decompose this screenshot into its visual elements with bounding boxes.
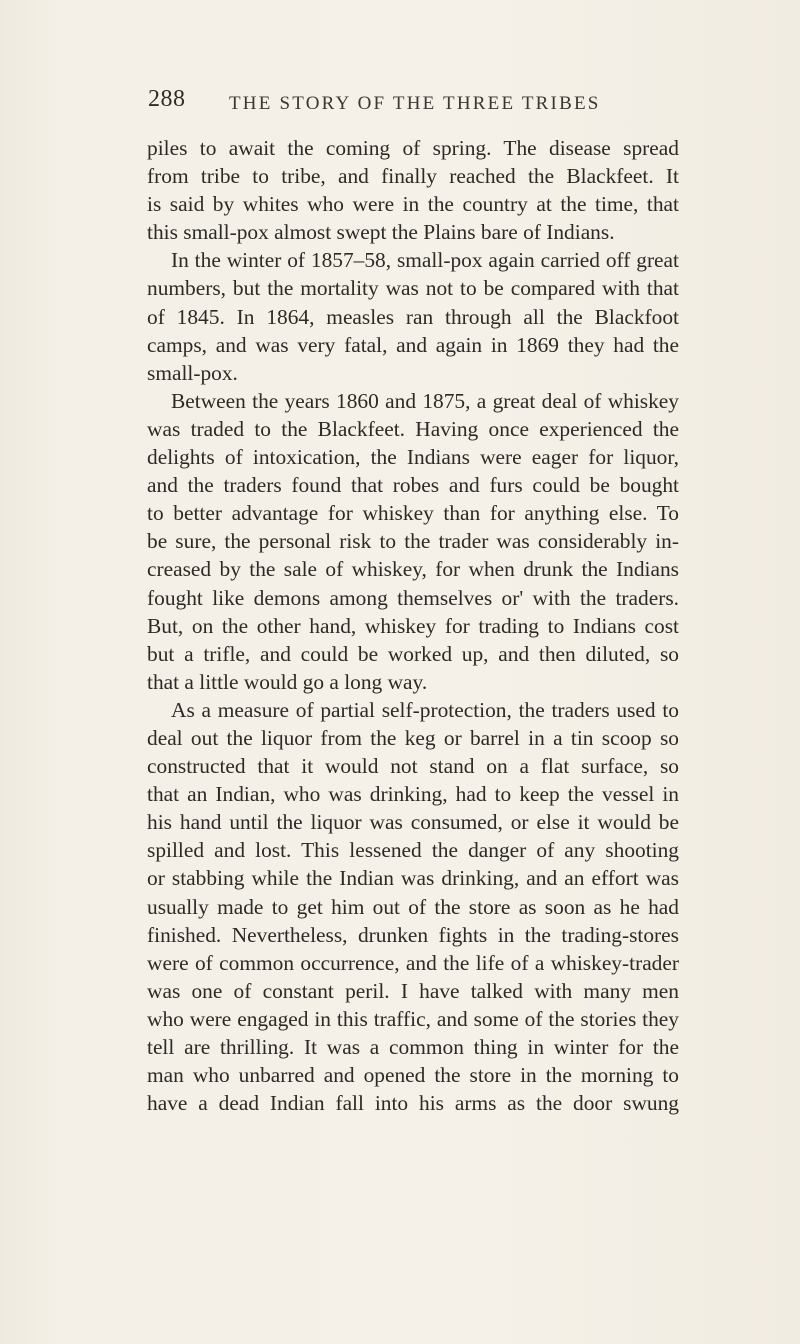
- text-line: creased by the sale of whiskey, for when drunk the Indians: [147, 557, 679, 582]
- text-line: deal out the liquor from the keg or barrel in a tin scoop so: [147, 725, 679, 750]
- text-line: this small-pox almost swept the Plains bare of Indians.: [147, 220, 615, 245]
- text-line: and the traders found that robes and furs could be bought: [147, 473, 679, 498]
- page-header: [0, 86, 800, 126]
- text-line: were of common occurrence, and the life of a whiskey-trader: [147, 950, 679, 975]
- text-line: spilled and lost. This lessened the danger of any shooting: [147, 838, 679, 863]
- text-line: As a measure of partial self-protection, the traders used to: [171, 697, 679, 722]
- text-line: Between the years 1860 and 1875, a great deal of whiskey: [171, 388, 679, 413]
- text-line: camps, and was very fatal, and again in 1869 they had the: [147, 332, 679, 357]
- page-number: 288: [148, 86, 186, 112]
- text-line: have a dead Indian fall into his arms as the door swung: [147, 1091, 679, 1116]
- text-line: be sure, the personal risk to the trader was considerably in-: [147, 529, 679, 554]
- text-line: finished. Nevertheless, drunken fights in the trading-stores: [147, 922, 679, 947]
- text-line: is said by whites who were in the country at the time, that: [147, 192, 679, 217]
- text-line: or stabbing while the Indian was drinking, and an effort was: [147, 866, 679, 891]
- text-line: fought like demons among themselves or' with the traders.: [147, 585, 679, 610]
- text-line: delights of intoxication, the Indians were eager for liquor,: [147, 445, 679, 470]
- text-line: tell are thrilling. It was a common thing in winter for the: [147, 1035, 679, 1059]
- text-line: constructed that it would not stand on a flat surface, so: [147, 754, 679, 779]
- text-line: was one of constant peril. I have talked with many men: [147, 978, 679, 1003]
- text-line: was traded to the Blackfeet. Having once experienced the: [147, 416, 679, 441]
- text-line: In the winter of 1857–58, small-pox again carried off great: [171, 248, 679, 273]
- text-line: But, on the other hand, whiskey for trading to Indians cost: [147, 613, 679, 638]
- text-line: usually made to get him out of the store as soon as he had: [147, 894, 679, 919]
- text-line: small-pox.: [147, 360, 238, 385]
- text-line: from tribe to tribe, and finally reached the Blackfeet. It: [147, 164, 679, 189]
- text-line: that an Indian, who was drinking, had to keep the vessel in: [147, 782, 679, 807]
- text-line: numbers, but the mortality was not to be compared with that: [147, 276, 679, 301]
- text-line: his hand until the liquor was consumed, or else it would be: [147, 810, 679, 835]
- text-line: man who unbarred and opened the store in the morning to: [147, 1063, 679, 1088]
- text-line: piles to await the coming of spring. The disease spread: [147, 136, 679, 160]
- running-head: THE STORY OF THE THREE TRIBES: [229, 93, 601, 114]
- text-line: who were engaged in this traffic, and some of the stories they: [147, 1006, 679, 1031]
- text-line: to better advantage for whiskey than for anything else. To: [147, 501, 679, 526]
- text-line: of 1845. In 1864, measles ran through all the Blackfoot: [147, 304, 679, 329]
- body-text: [147, 134, 679, 1117]
- text-line: but a trifle, and could be worked up, and then diluted, so: [147, 641, 679, 666]
- text-line: that a little would go a long way.: [147, 669, 428, 694]
